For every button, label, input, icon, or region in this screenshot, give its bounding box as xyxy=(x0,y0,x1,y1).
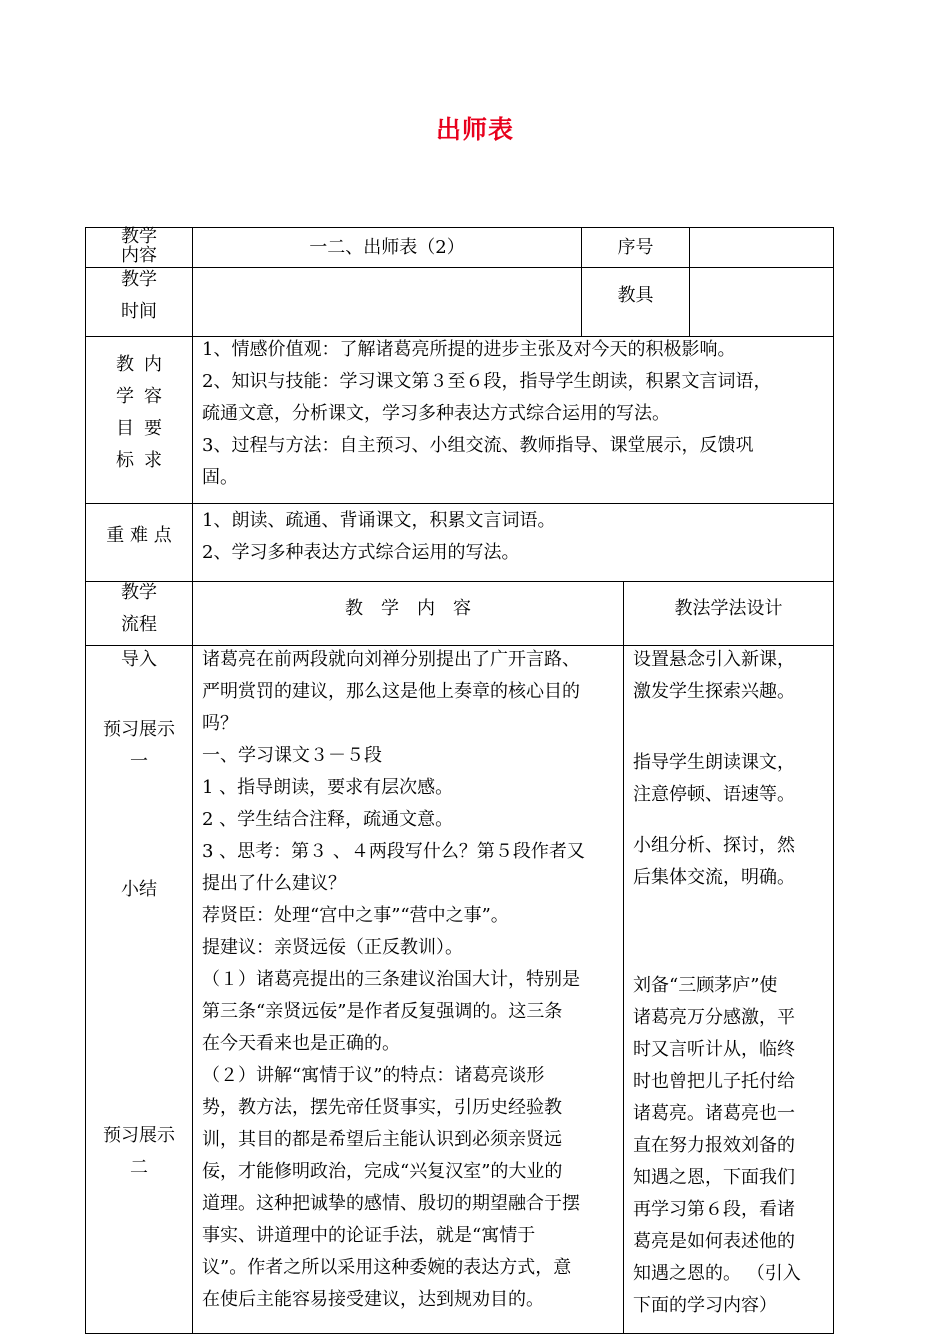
content-line: 吗？ xyxy=(202,713,238,734)
objectives-label-left: 教 学 目 标 xyxy=(116,354,134,471)
stage-preview-two: 预习展示 二 xyxy=(103,1125,175,1178)
content-line: （１）诸葛亮提出的三条建议治国大计，特别是 xyxy=(202,969,580,990)
process-label: 教学 流程 xyxy=(121,582,157,635)
key-point-line: 2、学习多种表达方式综合运用的写法。 xyxy=(202,542,520,563)
objective-line: 2、知识与技能：学习课文第３至６段，指导学生朗读，积累文言词语， xyxy=(202,371,772,392)
content-line: 在今天看来也是正确的。 xyxy=(202,1033,400,1054)
key-points-label: 重 难 点 xyxy=(106,525,172,546)
content-line: （２）讲解“寓情于议”的特点：诸葛亮谈形 xyxy=(202,1065,545,1086)
objective-line: 1、情感价值观：了解诸葛亮所提的进步主张及对今天的积极影响。 xyxy=(202,339,736,360)
content-line: 一、学习课文３－５段 xyxy=(202,745,382,766)
lesson-content-value: 一二、出师表（2） xyxy=(309,237,465,258)
content-line: 提出了什么建议？ xyxy=(202,873,346,894)
serial-label: 序号 xyxy=(617,237,654,258)
key-point-line: 1、朗读、疏通、背诵课文，积累文言词语。 xyxy=(202,510,556,531)
content-label: 教学 内容 xyxy=(121,226,157,266)
content-line: 1 、指导朗读，要求有层次感。 xyxy=(202,777,454,798)
content-line: 严明赏罚的建议，那么这是他上奏章的核心目的 xyxy=(202,681,580,702)
stage-preview-one: 预习展示 一 xyxy=(103,719,175,772)
content-header: 教 学 内 容 xyxy=(345,598,471,619)
content-line: 第三条“亲贤远佞”是作者反复强调的。这三条 xyxy=(202,1001,563,1022)
objective-line: 3、过程与方法：自主预习、小组交流、教师指导、课堂展示，反馈巩 xyxy=(202,435,754,456)
content-line: 训，其目的都是希望后主能认识到必须亲贤远 xyxy=(202,1129,562,1150)
design-header: 教法学法设计 xyxy=(674,598,783,619)
design-block: 小组分析、探讨，然 后集体交流，明确。 xyxy=(633,835,795,888)
design-block: 刘备“三顾茅庐”使 诸葛亮万分感激，平 时又言听计从，临终 时也曾把儿子托付给 诸葛亮。诸葛亮也一 直在努力报效刘备的 知遇之恩，下面我们 再学习第６段，看诸 葛亮是如何表述他的 知遇之恩的。 （引入 下面的学习内容） xyxy=(633,975,801,1316)
content-line: 3 、思考：第３ 、４两段写什么？第５段作者又 xyxy=(202,841,585,862)
tools-label: 教具 xyxy=(617,285,654,306)
content-line: 提建议：亲贤远佞（正反教训）。 xyxy=(202,937,463,958)
time-label: 教学 时间 xyxy=(121,269,157,322)
design-block: 设置悬念引入新课， 激发学生探索兴趣。 xyxy=(633,649,795,702)
content-line: 事实、讲道理中的论证手法，就是“寓情于 xyxy=(202,1225,536,1246)
stage-intro: 导入 xyxy=(121,649,157,670)
objective-line: 疏通文意，分析课文，学习多种表达方式综合运用的写法。 xyxy=(202,403,670,424)
content-line: 议”。作者之所以采用这种委婉的表达方式，意 xyxy=(202,1257,572,1278)
objective-line: 固。 xyxy=(202,467,238,488)
design-block: 指导学生朗读课文， 注意停顿、语速等。 xyxy=(633,752,795,805)
content-line: 道理。这种把诚挚的感情、殷切的期望融合于摆 xyxy=(202,1193,580,1214)
stage-summary: 小结 xyxy=(121,879,157,900)
document-title: 出师表 xyxy=(435,115,514,144)
content-line: 势，教方法，摆先帝任贤事实，引历史经验教 xyxy=(202,1097,562,1118)
content-line: 佞，才能修明政治，完成“兴复汉室”的大业的 xyxy=(202,1161,563,1182)
content-line: 诸葛亮在前两段就向刘禅分别提出了广开言路、 xyxy=(202,649,580,670)
content-line: 在使后主能容易接受建议，达到规劝目的。 xyxy=(202,1289,544,1310)
content-line: 2 、学生结合注释，疏通文意。 xyxy=(202,809,454,830)
objectives-label-right: 内 容 要 求 xyxy=(144,354,162,471)
content-line: 荐贤臣：处理“宫中之事”“营中之事”。 xyxy=(202,905,509,926)
